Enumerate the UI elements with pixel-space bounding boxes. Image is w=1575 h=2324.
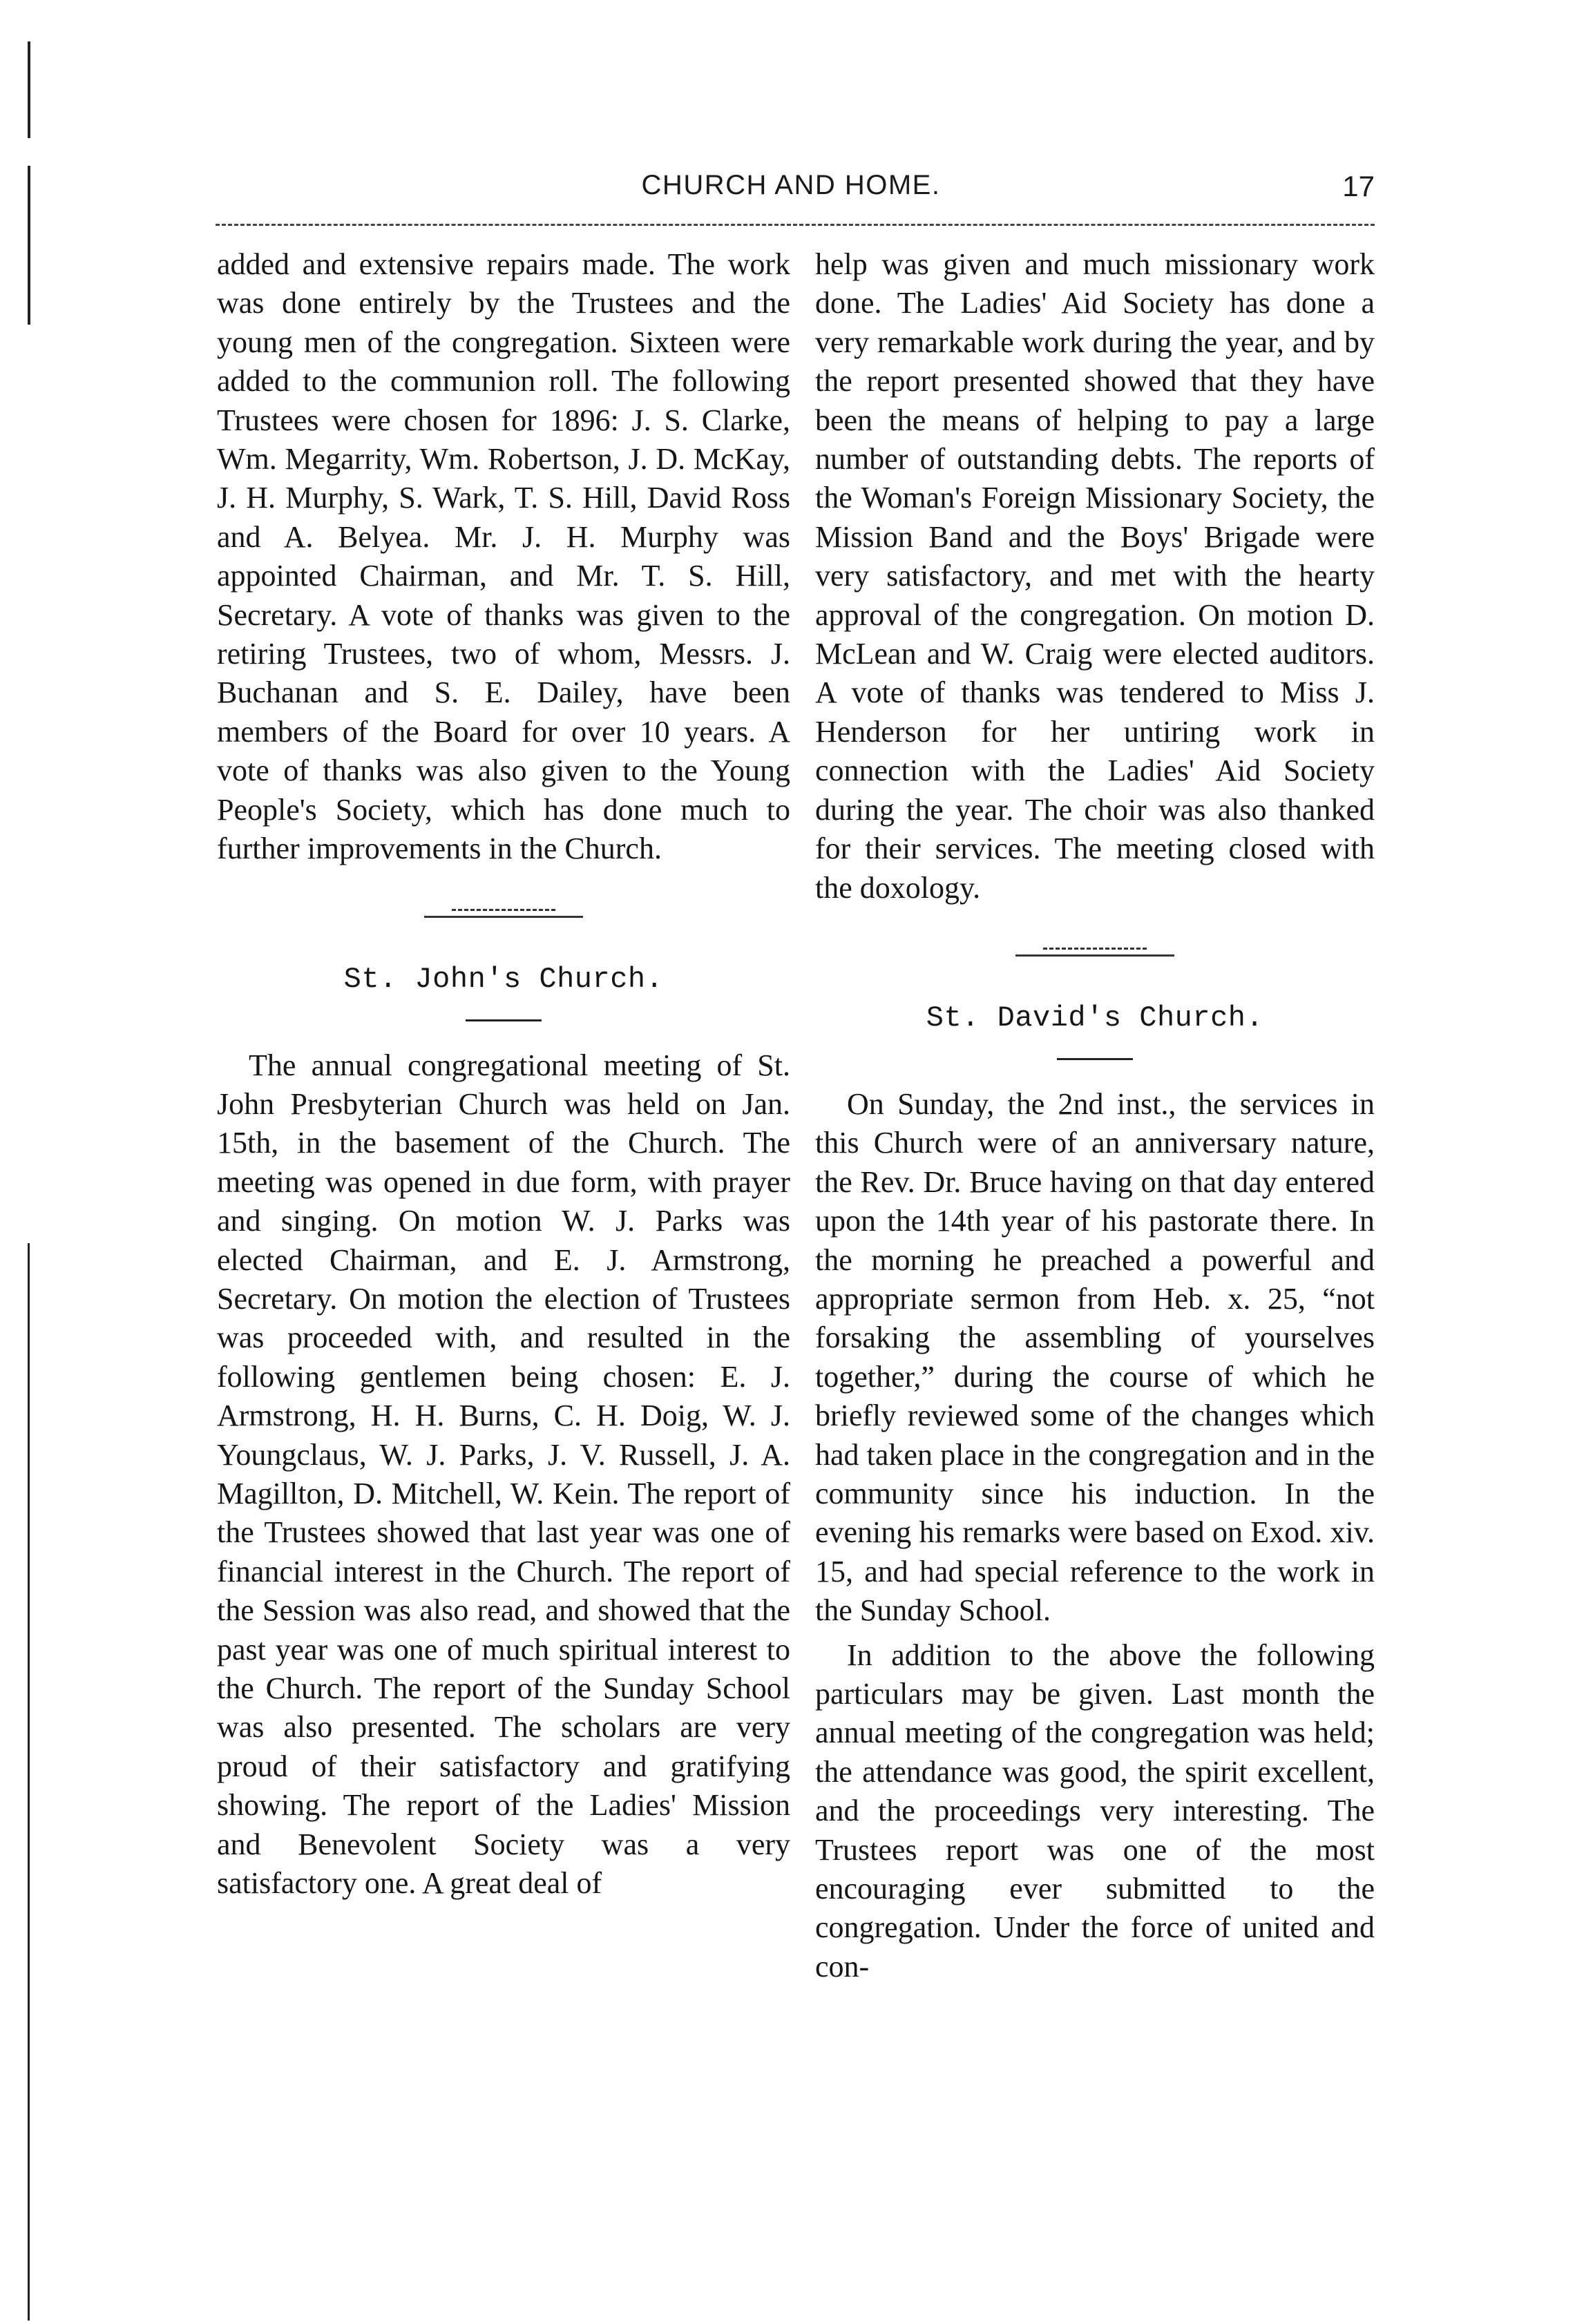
section-divider-ornament bbox=[424, 909, 583, 919]
continued-paragraph: help was given and much missionary work done. The Ladies' Aid Society has done a very remarkable work during the year, and by the report presented showed that they have been the means of helping to pay a large number of outstanding debts. The reports of the Woman's Foreign Missionary Society, the Mission Band and the Boys' Brigade were very satisfactory, and met with the hearty approval of the congregation. On motion D. McLean and W. Craig were elected auditors. A vote of thanks was tendered to Miss J. Henderson for her untiring work in connection with the Ladies' Aid Society during the year. The choir was also thanked for their services. The meeting closed with the doxology. bbox=[815, 247, 1375, 905]
page-number: 17 bbox=[1342, 170, 1375, 202]
right-column bbox=[815, 245, 1375, 1986]
article-paragraph: The annual congregational meeting of St. John Presbyterian Church was held on Jan. 15th, in the basement of the Church. The meeting was opened in due form, with prayer and singing. On motion W. J. Parks was elected Chairman, and E. J. Armstrong, Secretary. On motion the election of Trustees was proceeded with, and resulted in the following gentlemen being chosen: E. J. Armstrong, H. H. Burns, C. H. Doig, W. J. Youngclaus, W. J. Parks, J. V. Russell, J. A. Magillton, D. Mitchell, W. Kein. The report of the Trustees showed that last year was one of financial interest in the Church. The report of the Session was also read, and showed that the past year was one of much spiritual interest to the Church. The report of the Sunday School was also presented. The scholars are very proud of their satisfactory and gratifying showing. The report of the Ladies' Mission and Benevolent Society was a very satisfactory one. A great deal of bbox=[217, 1048, 790, 1901]
page-header bbox=[207, 170, 1375, 211]
section-divider-ornament bbox=[1015, 948, 1174, 957]
title-rule bbox=[466, 1019, 542, 1021]
running-title: CHURCH AND HOME. bbox=[641, 170, 941, 200]
section-title: St. John's Church. bbox=[343, 962, 664, 996]
header-rule bbox=[216, 224, 1375, 226]
left-column bbox=[217, 245, 790, 1903]
article-paragraph: On Sunday, the 2nd inst., the services in this Church were of an anniversary nature, the Rev. Dr. Bruce having on that day entered upon the 14th year of his pastorate there. In the morning he preached a powerful and appropriate sermon from Heb. x. 25, “not forsaking the assembling of yourselves together,” during the course of which he briefly reviewed some of the changes which had taken place in the congregation and in the community since his induction. In the evening his remarks were based on Exod. xiv. 15, and had special reference to the work in the Sunday School. bbox=[815, 1086, 1375, 1628]
scan-edge-mark bbox=[28, 1243, 30, 2321]
article-paragraph: In addition to the above the following particulars may be given. Last month the annual meeting of the congregation was held; the attendance was good, the spirit excellent, and the proceedings very interesting. The Trustees report was one of the most encouraging ever submitted to the congregation. Under the force of united and con- bbox=[815, 1638, 1375, 1984]
scan-edge-mark bbox=[28, 41, 30, 138]
section-title: St. David's Church. bbox=[926, 1001, 1264, 1035]
title-rule bbox=[1057, 1058, 1133, 1060]
scan-edge-mark bbox=[28, 166, 30, 325]
continued-paragraph: added and extensive repairs made. The work was done entirely by the Trustees and the young men of the congregation. Sixteen were added to the communion roll. The following Trustees were chosen for 1896: J. S. Clarke, Wm. Megarrity, Wm. Robertson, J. D. McKay, J. H. Murphy, S. Wark, T. S. Hill, David Ross and A. Belyea. Mr. J. H. Murphy was appointed Chairman, and Mr. T. S. Hill, Secretary. A vote of thanks was given to the retiring Trustees, two of whom, Messrs. J. Buchanan and S. E. Dailey, have been members of the Board for over 10 years. A vote of thanks was also given to the Young People's Society, which has done much to further improvements in the Church. bbox=[217, 247, 790, 866]
